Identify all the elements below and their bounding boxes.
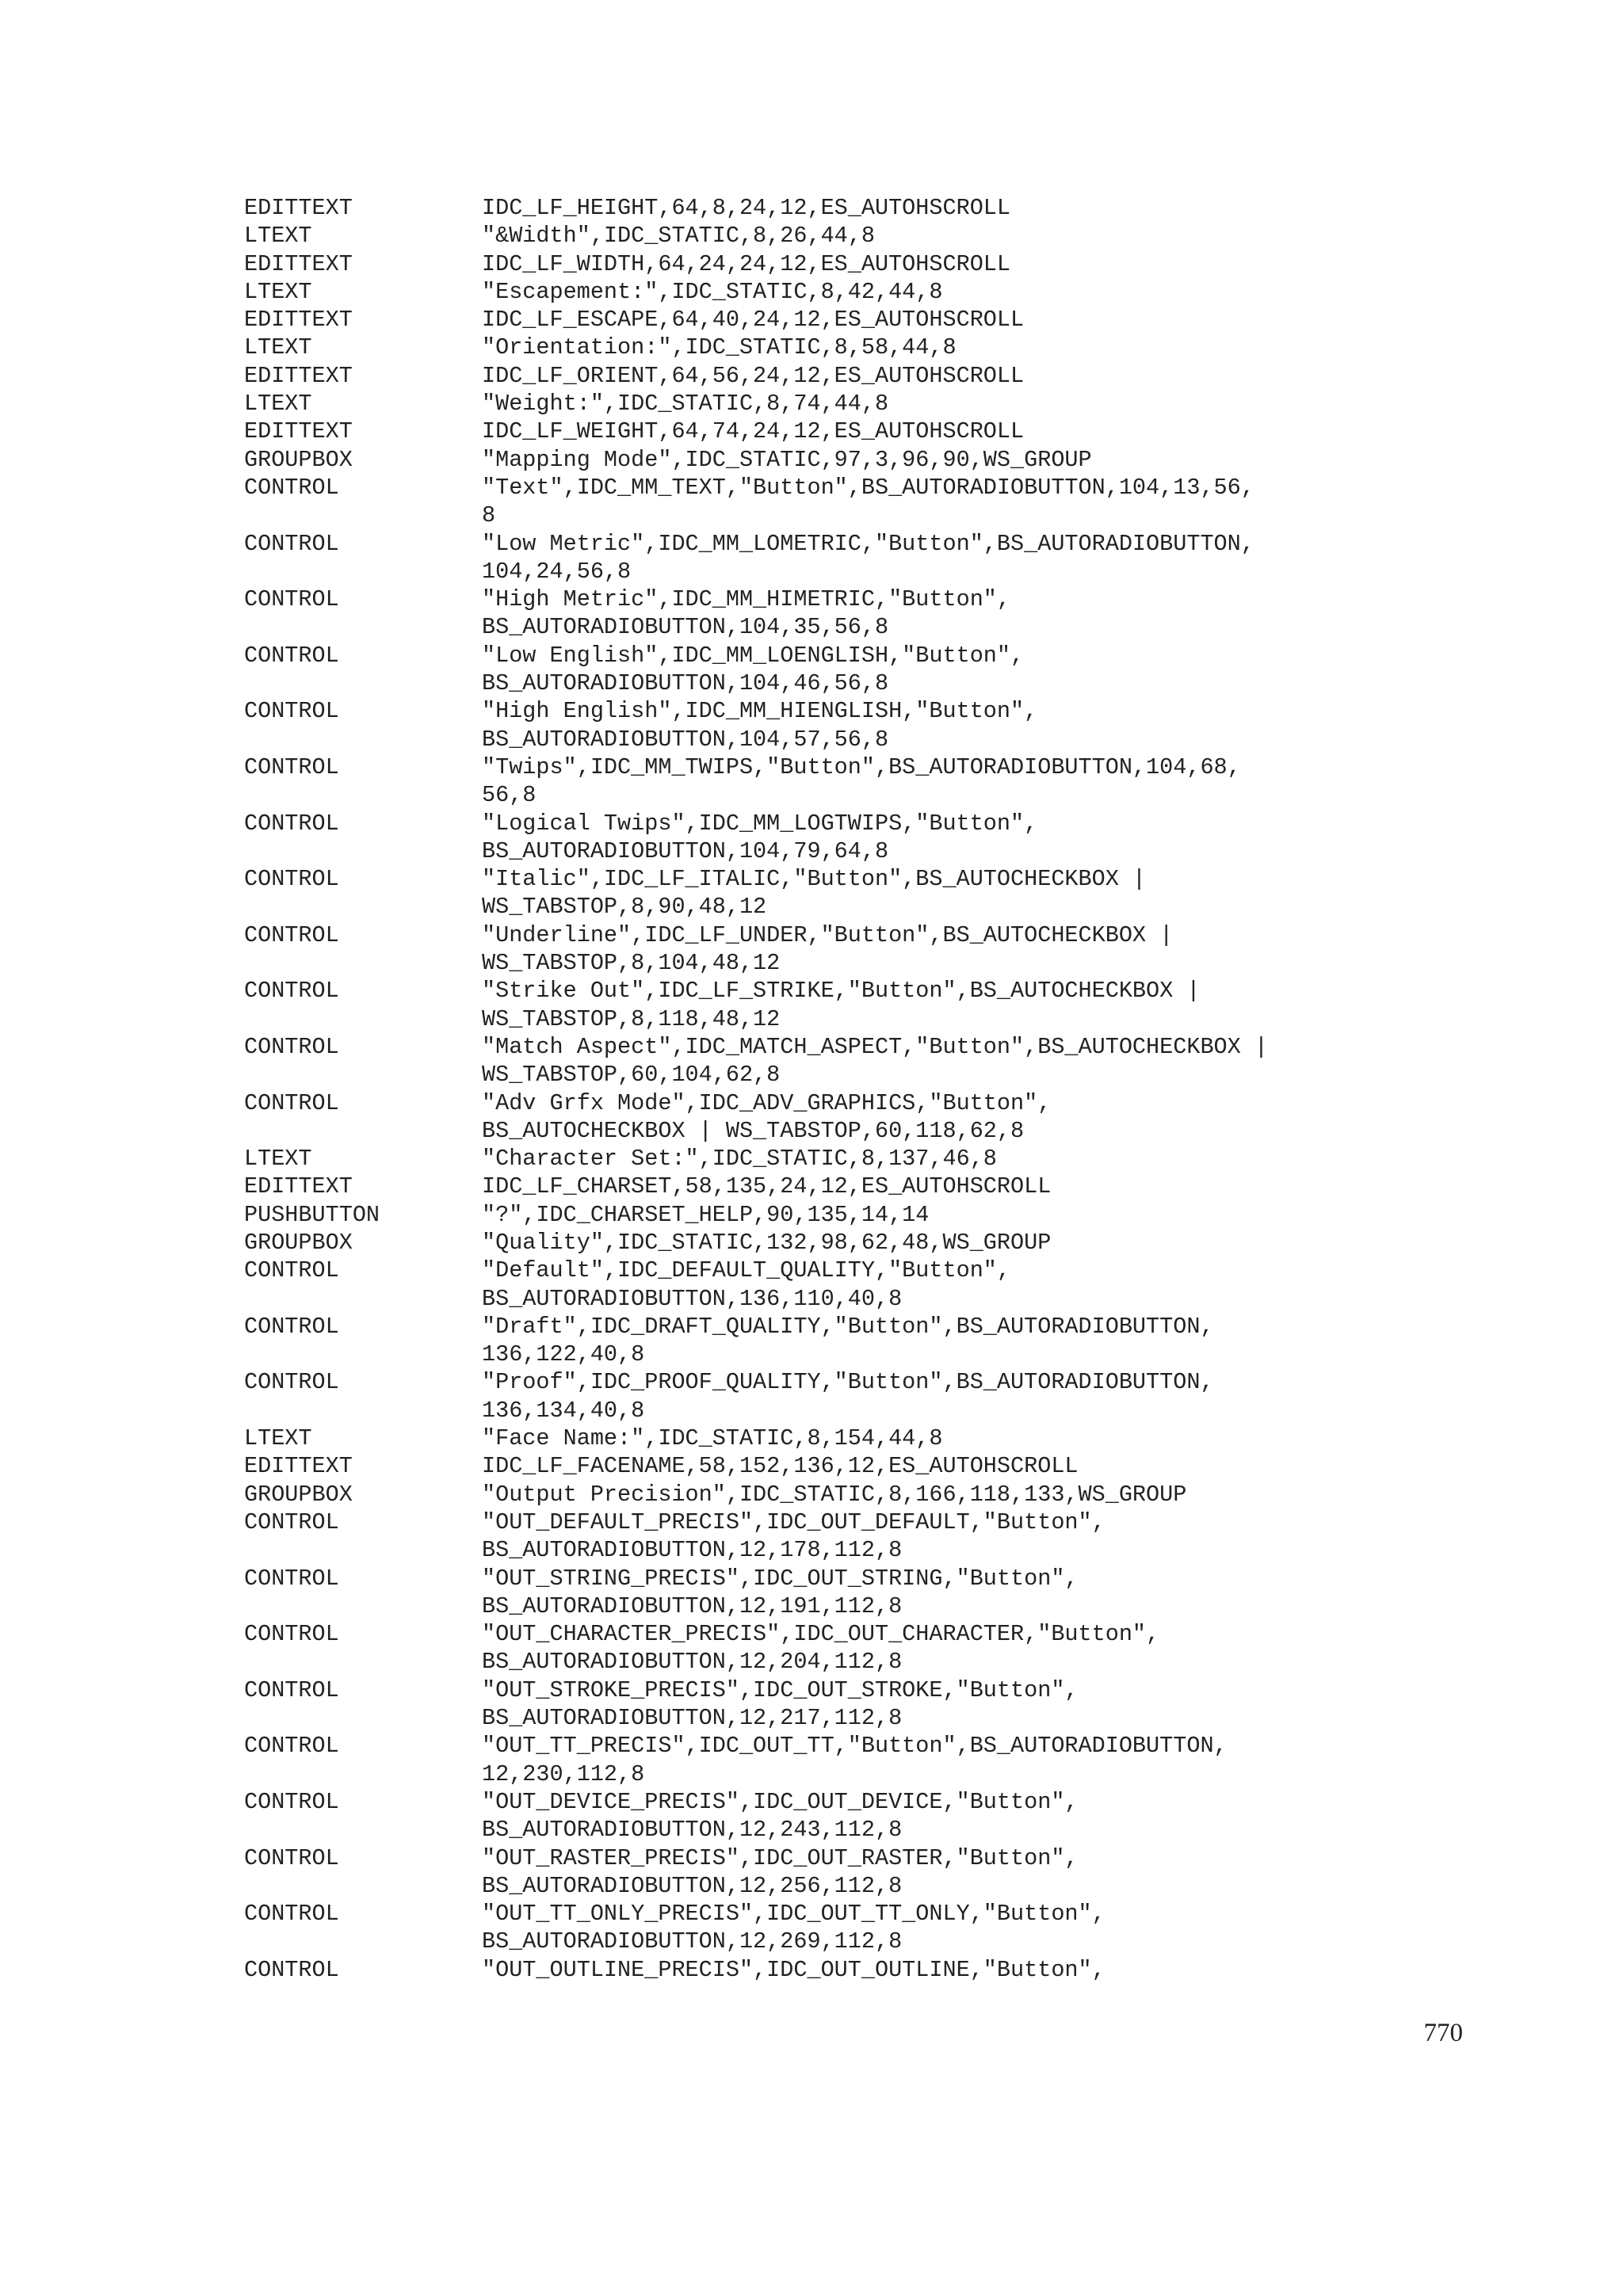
- code-line: [244, 837, 1385, 865]
- code-line: [244, 1900, 1385, 1928]
- code-line: [244, 753, 1385, 781]
- code-arguments: "Twips",IDC_MM_TWIPS,"Button",BS_AUTORADIOBUTTON,104,68,: [482, 753, 1241, 780]
- code-line: [244, 334, 1385, 361]
- code-arguments: "OUT_TT_PRECIS",IDC_OUT_TT,"Button",BS_AUTORADIOBUTTON,: [482, 1733, 1228, 1760]
- code-arguments: "Proof",IDC_PROOF_QUALITY,"Button",BS_AUTORADIOBUTTON,: [482, 1369, 1214, 1396]
- code-line: [244, 1452, 1385, 1480]
- code-arguments: "Character Set:",IDC_STATIC,8,137,46,8: [482, 1146, 997, 1173]
- code-arguments: 56,8: [482, 782, 537, 809]
- code-line: [244, 726, 1385, 753]
- code-arguments: BS_AUTOCHECKBOX | WS_TABSTOP,60,118,62,8: [482, 1117, 1025, 1144]
- code-arguments: "Weight:",IDC_STATIC,8,74,44,8: [482, 391, 889, 418]
- code-line: [244, 250, 1385, 278]
- code-keyword: [244, 1285, 482, 1313]
- code-arguments: BS_AUTORADIOBUTTON,12,191,112,8: [482, 1592, 903, 1619]
- code-arguments: BS_AUTORADIOBUTTON,104,57,56,8: [482, 726, 889, 753]
- code-line: [244, 362, 1385, 390]
- code-arguments: BS_AUTORADIOBUTTON,12,243,112,8: [482, 1817, 903, 1844]
- code-arguments: WS_TABSTOP,8,90,48,12: [482, 894, 767, 921]
- code-line: [244, 1592, 1385, 1620]
- code-line: [244, 1061, 1385, 1089]
- code-line: [244, 977, 1385, 1005]
- code-line: [244, 446, 1385, 474]
- code-arguments: WS_TABSTOP,8,118,48,12: [482, 1005, 781, 1032]
- code-keyword: CONTROL: [244, 1508, 339, 1535]
- code-line: [244, 585, 1385, 613]
- code-keyword: CONTROL: [244, 1844, 339, 1871]
- code-keyword: CONTROL: [244, 1956, 339, 1983]
- code-line: [244, 1397, 1385, 1425]
- code-keyword: LTEXT: [244, 334, 312, 361]
- code-line: [244, 474, 1385, 502]
- code-arguments: BS_AUTORADIOBUTTON,12,269,112,8: [482, 1928, 903, 1955]
- code-keyword: [244, 1704, 482, 1732]
- code-arguments: "OUT_STRING_PRECIS",IDC_OUT_STRING,"Button",: [482, 1565, 1079, 1592]
- code-keyword: [244, 613, 482, 641]
- code-line: [244, 1788, 1385, 1816]
- code-keyword: CONTROL: [244, 474, 339, 501]
- code-arguments: "Strike Out",IDC_LF_STRIKE,"Button",BS_AUTOCHECKBOX |: [482, 978, 1201, 1005]
- code-line: [244, 530, 1385, 558]
- code-keyword: EDITTEXT: [244, 250, 353, 277]
- code-keyword: [244, 1117, 482, 1145]
- code-arguments: "High English",IDC_MM_HIENGLISH,"Button",: [482, 698, 1038, 725]
- code-line: [244, 390, 1385, 418]
- code-keyword: LTEXT: [244, 1425, 312, 1452]
- code-arguments: "Default",IDC_DEFAULT_QUALITY,"Button",: [482, 1257, 1011, 1284]
- code-keyword: CONTROL: [244, 1089, 339, 1116]
- code-arguments: "Low English",IDC_MM_LOENGLISH,"Button",: [482, 642, 1025, 669]
- code-line: [244, 194, 1385, 222]
- code-line: [244, 1508, 1385, 1536]
- code-arguments: BS_AUTORADIOBUTTON,104,79,64,8: [482, 837, 889, 864]
- code-keyword: [244, 1816, 482, 1844]
- code-line: [244, 1872, 1385, 1900]
- code-arguments: WS_TABSTOP,60,104,62,8: [482, 1062, 781, 1089]
- code-arguments: "Text",IDC_MM_TEXT,"Button",BS_AUTORADIOBUTTON,104,13,56,: [482, 474, 1254, 501]
- code-arguments: "OUT_OUTLINE_PRECIS",IDC_OUT_OUTLINE,"Button",: [482, 1956, 1106, 1983]
- code-keyword: EDITTEXT: [244, 195, 353, 221]
- code-line: [244, 781, 1385, 809]
- code-keyword: [244, 893, 482, 921]
- code-line: [244, 642, 1385, 669]
- code-line: [244, 1341, 1385, 1368]
- code-line: [244, 613, 1385, 641]
- code-arguments: 12,230,112,8: [482, 1760, 645, 1787]
- code-arguments: "&Width",IDC_STATIC,8,26,44,8: [482, 223, 875, 250]
- code-arguments: "Orientation:",IDC_STATIC,8,58,44,8: [482, 334, 957, 361]
- code-keyword: CONTROL: [244, 1901, 339, 1928]
- page-number: 770: [1423, 2019, 1463, 2047]
- code-arguments: "Quality",IDC_STATIC,132,98,62,48,WS_GROUP: [482, 1229, 1052, 1256]
- code-keyword: CONTROL: [244, 921, 339, 948]
- code-line: [244, 921, 1385, 949]
- code-arguments: "Low Metric",IDC_MM_LOMETRIC,"Button",BS_AUTORADIOBUTTON,: [482, 530, 1254, 557]
- code-keyword: CONTROL: [244, 698, 339, 725]
- code-keyword: CONTROL: [244, 530, 339, 557]
- code-keyword: CONTROL: [244, 810, 339, 837]
- code-keyword: EDITTEXT: [244, 1453, 353, 1480]
- code-listing: [244, 194, 1385, 1984]
- code-arguments: BS_AUTORADIOBUTTON,12,204,112,8: [482, 1649, 903, 1676]
- code-line: [244, 1760, 1385, 1788]
- code-keyword: CONTROL: [244, 753, 339, 780]
- code-line: [244, 222, 1385, 250]
- code-keyword: CONTROL: [244, 1565, 339, 1592]
- code-arguments: "Draft",IDC_DRAFT_QUALITY,"Button",BS_AUTORADIOBUTTON,: [482, 1313, 1214, 1340]
- code-arguments: BS_AUTORADIOBUTTON,12,217,112,8: [482, 1705, 903, 1732]
- code-line: [244, 865, 1385, 893]
- code-keyword: CONTROL: [244, 1257, 339, 1284]
- code-arguments: "Logical Twips",IDC_MM_LOGTWIPS,"Button",: [482, 810, 1038, 837]
- code-line: [244, 1005, 1385, 1033]
- code-arguments: WS_TABSTOP,8,104,48,12: [482, 950, 781, 977]
- code-keyword: [244, 1592, 482, 1620]
- code-line: [244, 697, 1385, 725]
- code-keyword: [244, 949, 482, 977]
- code-keyword: [244, 558, 482, 585]
- code-line: [244, 1229, 1385, 1257]
- code-arguments: "OUT_DEVICE_PRECIS",IDC_OUT_DEVICE,"Button",: [482, 1788, 1079, 1815]
- code-line: [244, 893, 1385, 921]
- code-arguments: "OUT_DEFAULT_PRECIS",IDC_OUT_DEFAULT,"Button",: [482, 1508, 1106, 1535]
- code-line: [244, 1285, 1385, 1313]
- code-arguments: IDC_LF_ESCAPE,64,40,24,12,ES_AUTOHSCROLL: [482, 307, 1025, 334]
- code-arguments: "?",IDC_CHARSET_HELP,90,135,14,14: [482, 1201, 930, 1228]
- code-arguments: IDC_LF_FACENAME,58,152,136,12,ES_AUTOHSCROLL: [482, 1453, 1079, 1480]
- code-keyword: CONTROL: [244, 1788, 339, 1815]
- code-line: [244, 1844, 1385, 1872]
- code-arguments: "Face Name:",IDC_STATIC,8,154,44,8: [482, 1425, 943, 1452]
- code-keyword: CONTROL: [244, 866, 339, 893]
- code-line: [244, 1620, 1385, 1648]
- code-line: [244, 1481, 1385, 1508]
- code-keyword: EDITTEXT: [244, 307, 353, 334]
- code-keyword: [244, 1872, 482, 1900]
- code-keyword: CONTROL: [244, 586, 339, 613]
- code-arguments: "Escapement:",IDC_STATIC,8,42,44,8: [482, 278, 943, 305]
- code-arguments: IDC_LF_ORIENT,64,56,24,12,ES_AUTOHSCROLL: [482, 362, 1025, 389]
- code-arguments: BS_AUTORADIOBUTTON,104,35,56,8: [482, 614, 889, 641]
- code-line: [244, 810, 1385, 837]
- code-line: [244, 1117, 1385, 1145]
- code-arguments: BS_AUTORADIOBUTTON,12,178,112,8: [482, 1537, 903, 1564]
- code-arguments: "Underline",IDC_LF_UNDER,"Button",BS_AUTOCHECKBOX |: [482, 921, 1174, 948]
- code-arguments: "Mapping Mode",IDC_STATIC,97,3,96,90,WS_GROUP: [482, 446, 1092, 473]
- code-line: [244, 1257, 1385, 1284]
- code-keyword: CONTROL: [244, 1369, 339, 1396]
- code-keyword: EDITTEXT: [244, 1173, 353, 1200]
- code-keyword: CONTROL: [244, 1621, 339, 1648]
- code-keyword: GROUPBOX: [244, 446, 353, 473]
- code-keyword: CONTROL: [244, 978, 339, 1005]
- code-arguments: 8: [482, 502, 496, 529]
- code-keyword: [244, 726, 482, 753]
- code-line: [244, 1536, 1385, 1564]
- code-arguments: "OUT_STROKE_PRECIS",IDC_OUT_STROKE,"Button",: [482, 1676, 1079, 1703]
- code-keyword: [244, 1397, 482, 1425]
- code-line: [244, 1368, 1385, 1396]
- code-line: [244, 306, 1385, 334]
- code-keyword: PUSHBUTTON: [244, 1201, 380, 1228]
- code-line: [244, 1425, 1385, 1452]
- code-keyword: [244, 1648, 482, 1676]
- code-keyword: LTEXT: [244, 391, 312, 418]
- code-arguments: "Match Aspect",IDC_MATCH_ASPECT,"Button",BS_AUTOCHECKBOX |: [482, 1033, 1268, 1060]
- code-line: [244, 669, 1385, 697]
- code-arguments: 136,134,40,8: [482, 1397, 645, 1424]
- code-line: [244, 418, 1385, 445]
- code-line: [244, 1033, 1385, 1061]
- code-arguments: IDC_LF_CHARSET,58,135,24,12,ES_AUTOHSCROLL: [482, 1173, 1052, 1200]
- code-keyword: EDITTEXT: [244, 418, 353, 445]
- code-line: [244, 1704, 1385, 1732]
- code-line: [244, 1928, 1385, 1955]
- code-arguments: IDC_LF_WEIGHT,64,74,24,12,ES_AUTOHSCROLL: [482, 418, 1025, 445]
- code-line: [244, 1816, 1385, 1844]
- code-keyword: CONTROL: [244, 1676, 339, 1703]
- code-arguments: BS_AUTORADIOBUTTON,104,46,56,8: [482, 670, 889, 697]
- code-line: [244, 1956, 1385, 1984]
- code-keyword: [244, 669, 482, 697]
- code-arguments: 104,24,56,8: [482, 558, 632, 585]
- code-line: [244, 1201, 1385, 1229]
- code-keyword: CONTROL: [244, 642, 339, 669]
- code-line: [244, 1648, 1385, 1676]
- code-line: [244, 502, 1385, 529]
- code-line: [244, 1145, 1385, 1173]
- code-arguments: "High Metric",IDC_MM_HIMETRIC,"Button",: [482, 586, 1011, 613]
- code-arguments: "OUT_CHARACTER_PRECIS",IDC_OUT_CHARACTER,"Button",: [482, 1621, 1160, 1648]
- code-keyword: GROUPBOX: [244, 1229, 353, 1256]
- code-arguments: "Italic",IDC_LF_ITALIC,"Button",BS_AUTOCHECKBOX |: [482, 866, 1147, 893]
- code-line: [244, 1089, 1385, 1117]
- code-keyword: [244, 1928, 482, 1955]
- code-line: [244, 1173, 1385, 1200]
- code-line: [244, 1676, 1385, 1704]
- code-arguments: "Adv Grfx Mode",IDC_ADV_GRAPHICS,"Button",: [482, 1089, 1052, 1116]
- code-keyword: LTEXT: [244, 1146, 312, 1173]
- code-line: [244, 278, 1385, 306]
- code-keyword: GROUPBOX: [244, 1481, 353, 1508]
- code-keyword: EDITTEXT: [244, 362, 353, 389]
- code-arguments: "OUT_RASTER_PRECIS",IDC_OUT_RASTER,"Button",: [482, 1844, 1079, 1871]
- code-keyword: CONTROL: [244, 1033, 339, 1060]
- code-keyword: CONTROL: [244, 1733, 339, 1760]
- code-arguments: BS_AUTORADIOBUTTON,12,256,112,8: [482, 1872, 903, 1899]
- code-line: [244, 949, 1385, 977]
- code-arguments: "OUT_TT_ONLY_PRECIS",IDC_OUT_TT_ONLY,"Button",: [482, 1901, 1106, 1928]
- code-arguments: 136,122,40,8: [482, 1341, 645, 1368]
- code-arguments: BS_AUTORADIOBUTTON,136,110,40,8: [482, 1285, 903, 1312]
- code-arguments: IDC_LF_WIDTH,64,24,24,12,ES_AUTOHSCROLL: [482, 250, 1011, 277]
- code-keyword: [244, 1536, 482, 1564]
- code-keyword: LTEXT: [244, 223, 312, 250]
- code-keyword: [244, 1341, 482, 1368]
- code-keyword: [244, 1005, 482, 1033]
- code-keyword: [244, 502, 482, 529]
- code-keyword: [244, 1760, 482, 1788]
- code-keyword: [244, 1061, 482, 1089]
- code-arguments: IDC_LF_HEIGHT,64,8,24,12,ES_AUTOHSCROLL: [482, 195, 1011, 221]
- code-keyword: [244, 781, 482, 809]
- code-line: [244, 1565, 1385, 1592]
- code-arguments: "Output Precision",IDC_STATIC,8,166,118,133,WS_GROUP: [482, 1481, 1187, 1508]
- code-keyword: LTEXT: [244, 278, 312, 305]
- code-keyword: [244, 837, 482, 865]
- code-keyword: CONTROL: [244, 1313, 339, 1340]
- code-line: [244, 1732, 1385, 1760]
- code-line: [244, 558, 1385, 585]
- code-line: [244, 1313, 1385, 1341]
